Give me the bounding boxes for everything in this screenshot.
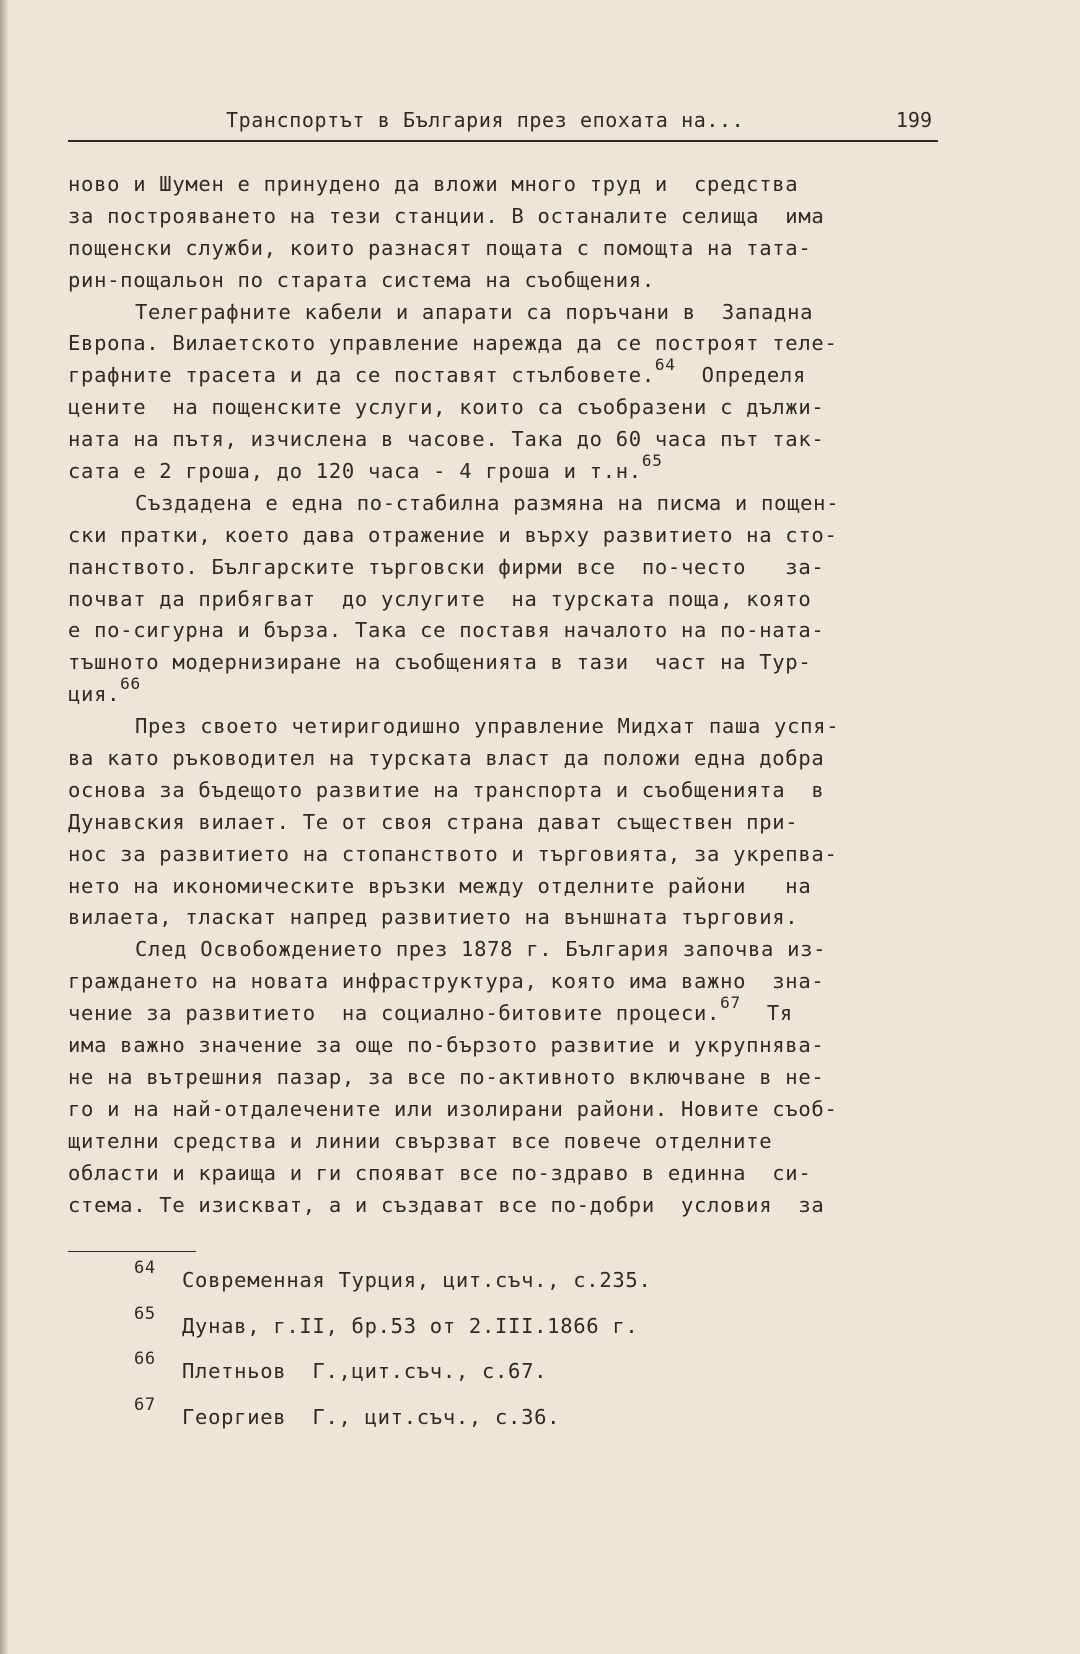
line-text: за построяването на тези станции. В останалите селища има — [68, 203, 825, 228]
line-text: Телеграфните кабели и апарати са поръчани в Западна — [135, 299, 814, 324]
text-line — [68, 1030, 938, 1062]
text-line — [68, 169, 938, 201]
line-text: Дунавския вилает. Те от своя страна дават съществен при- — [68, 809, 799, 834]
book-page — [68, 100, 938, 1440]
text-line — [68, 1094, 938, 1126]
footnote-text: Георгиев Г., цит.съч., с.36. — [182, 1404, 561, 1429]
page-edge — [0, 0, 9, 1654]
running-header — [68, 100, 938, 142]
text-line — [68, 993, 938, 1030]
footnote-ref: 65 — [641, 451, 663, 471]
line-text-after: Тя — [740, 1001, 793, 1026]
text-line — [68, 902, 938, 934]
line-text: чение за развитието на социално-битовите процеси. — [68, 1001, 721, 1026]
line-text: щителни средства и линии свързват все повече отделните — [68, 1128, 773, 1153]
line-text: ната на пътя, изчислена в часове. Така до 60 часа път так- — [68, 427, 825, 452]
text-line — [68, 615, 938, 647]
footnote-number: 65 — [134, 1303, 156, 1324]
line-text: нето на икономическите връзки между отделните райони на — [68, 873, 812, 898]
line-text: почват да прибягват до услугите на турската поща, която — [68, 586, 812, 611]
line-text: не на вътрешния пазар, за все по-активното включване в не- — [68, 1064, 825, 1089]
line-text: го и на най-отдалечените или изолирани райони. Новите съоб- — [68, 1096, 838, 1121]
text-line — [68, 743, 938, 775]
text-line — [68, 934, 938, 966]
line-text: вилаета, тласкат напред развитието на външната търговия. — [68, 905, 799, 930]
line-text: ново и Шумен е принудено да вложи много труд и средства — [68, 172, 799, 196]
text-line — [68, 265, 938, 297]
line-text: ция. — [68, 682, 121, 707]
line-text: Европа. Вилаетското управление нарежда да се построят теле- — [68, 331, 838, 356]
text-line — [68, 520, 938, 552]
line-text: стема. Те изискват, а и създават все по-добри условия за — [68, 1192, 825, 1217]
footnote-ref: 64 — [654, 355, 676, 375]
footnote-separator — [68, 1251, 196, 1252]
footnote-ref: 67 — [720, 993, 741, 1013]
line-text-after: Определя — [675, 363, 806, 388]
text-line — [68, 839, 938, 871]
text-line — [68, 355, 938, 392]
line-text: През своето четиригодишно управление Мидхат паша успя- — [135, 714, 840, 739]
text-line — [68, 584, 938, 616]
footnote-text: Плетньов Г.,цит.съч., с.67. — [182, 1359, 548, 1384]
line-text: Създадена е една по-стабилна размяна на писма и пощен- — [135, 490, 840, 515]
line-text: пощенски служби, които разнасят пощата с помощта на тата- — [68, 235, 812, 260]
footnote — [68, 1349, 938, 1395]
running-title: Транспортът в България през епохата на... — [226, 108, 745, 132]
line-text: ски пратки, което дава отражение и върху развитието на сто- — [68, 522, 838, 547]
footnotes — [68, 1258, 938, 1440]
line-text: графните трасета и да се поставят стълбовете. — [68, 363, 655, 388]
text-line — [68, 424, 938, 456]
footnote-number: 64 — [134, 1258, 156, 1279]
text-line — [68, 1062, 938, 1094]
line-text: е по-сигурна и бърза. Така се поставя началото на по-ната- — [68, 618, 825, 643]
footnote — [68, 1258, 938, 1304]
text-line — [68, 1126, 938, 1158]
line-text: След Освобождението през 1878 г. България започва из- — [135, 937, 827, 962]
text-line — [68, 647, 938, 679]
text-line — [68, 233, 938, 265]
text-line — [68, 1190, 938, 1222]
footnote-text: Дунав, г.II, бр.53 от 2.III.1866 г. — [182, 1313, 639, 1338]
footnote-number: 67 — [134, 1394, 156, 1415]
text-line — [68, 966, 938, 998]
line-text: има важно значение за още по-бързото развитие и укрупнява- — [68, 1033, 825, 1058]
text-line — [68, 1158, 938, 1190]
footnote-ref: 66 — [120, 674, 141, 694]
footnote-number: 66 — [134, 1349, 156, 1370]
text-line — [68, 807, 938, 839]
text-line — [68, 871, 938, 903]
line-text: основа за бъдещото развитие на транспорта и съобщенията в — [68, 777, 825, 802]
footnote — [68, 1304, 938, 1350]
line-text: цените на пощенските услуги, които са съобразени с дължи- — [68, 395, 825, 420]
text-line — [68, 328, 938, 360]
line-text: панството. Българските търговски фирми все по-често за- — [68, 554, 825, 579]
line-text: нос за развитието на стопанството и търговията, за укрепва- — [68, 841, 838, 866]
body-text — [68, 169, 938, 1221]
footnote — [68, 1395, 938, 1441]
footnote-text: Современная Турция, цит.съч., с.235. — [182, 1268, 652, 1293]
line-text: граждането на новата инфраструктура, която има важно зна- — [68, 969, 825, 994]
line-text: ва като ръководител на турската власт да положи една добра — [68, 746, 825, 771]
line-text: тъшното модернизиране на съобщенията в тази част на Тур- — [68, 650, 812, 675]
text-line — [68, 297, 938, 329]
text-line — [68, 392, 938, 424]
line-text: сата е 2 гроша, до 120 часа - 4 гроша и т.н. — [68, 459, 642, 484]
text-line — [68, 488, 938, 520]
page-number: 199 — [895, 108, 932, 132]
text-line — [68, 674, 938, 711]
text-line — [68, 711, 938, 743]
text-line — [68, 775, 938, 807]
line-text: области и краища и ги спояват все по-здраво в единна си- — [68, 1160, 812, 1185]
text-line — [68, 201, 938, 233]
line-text: рин-пощальон по старата система на съобщения. — [68, 267, 655, 292]
text-line — [68, 451, 938, 488]
text-line — [68, 552, 938, 584]
